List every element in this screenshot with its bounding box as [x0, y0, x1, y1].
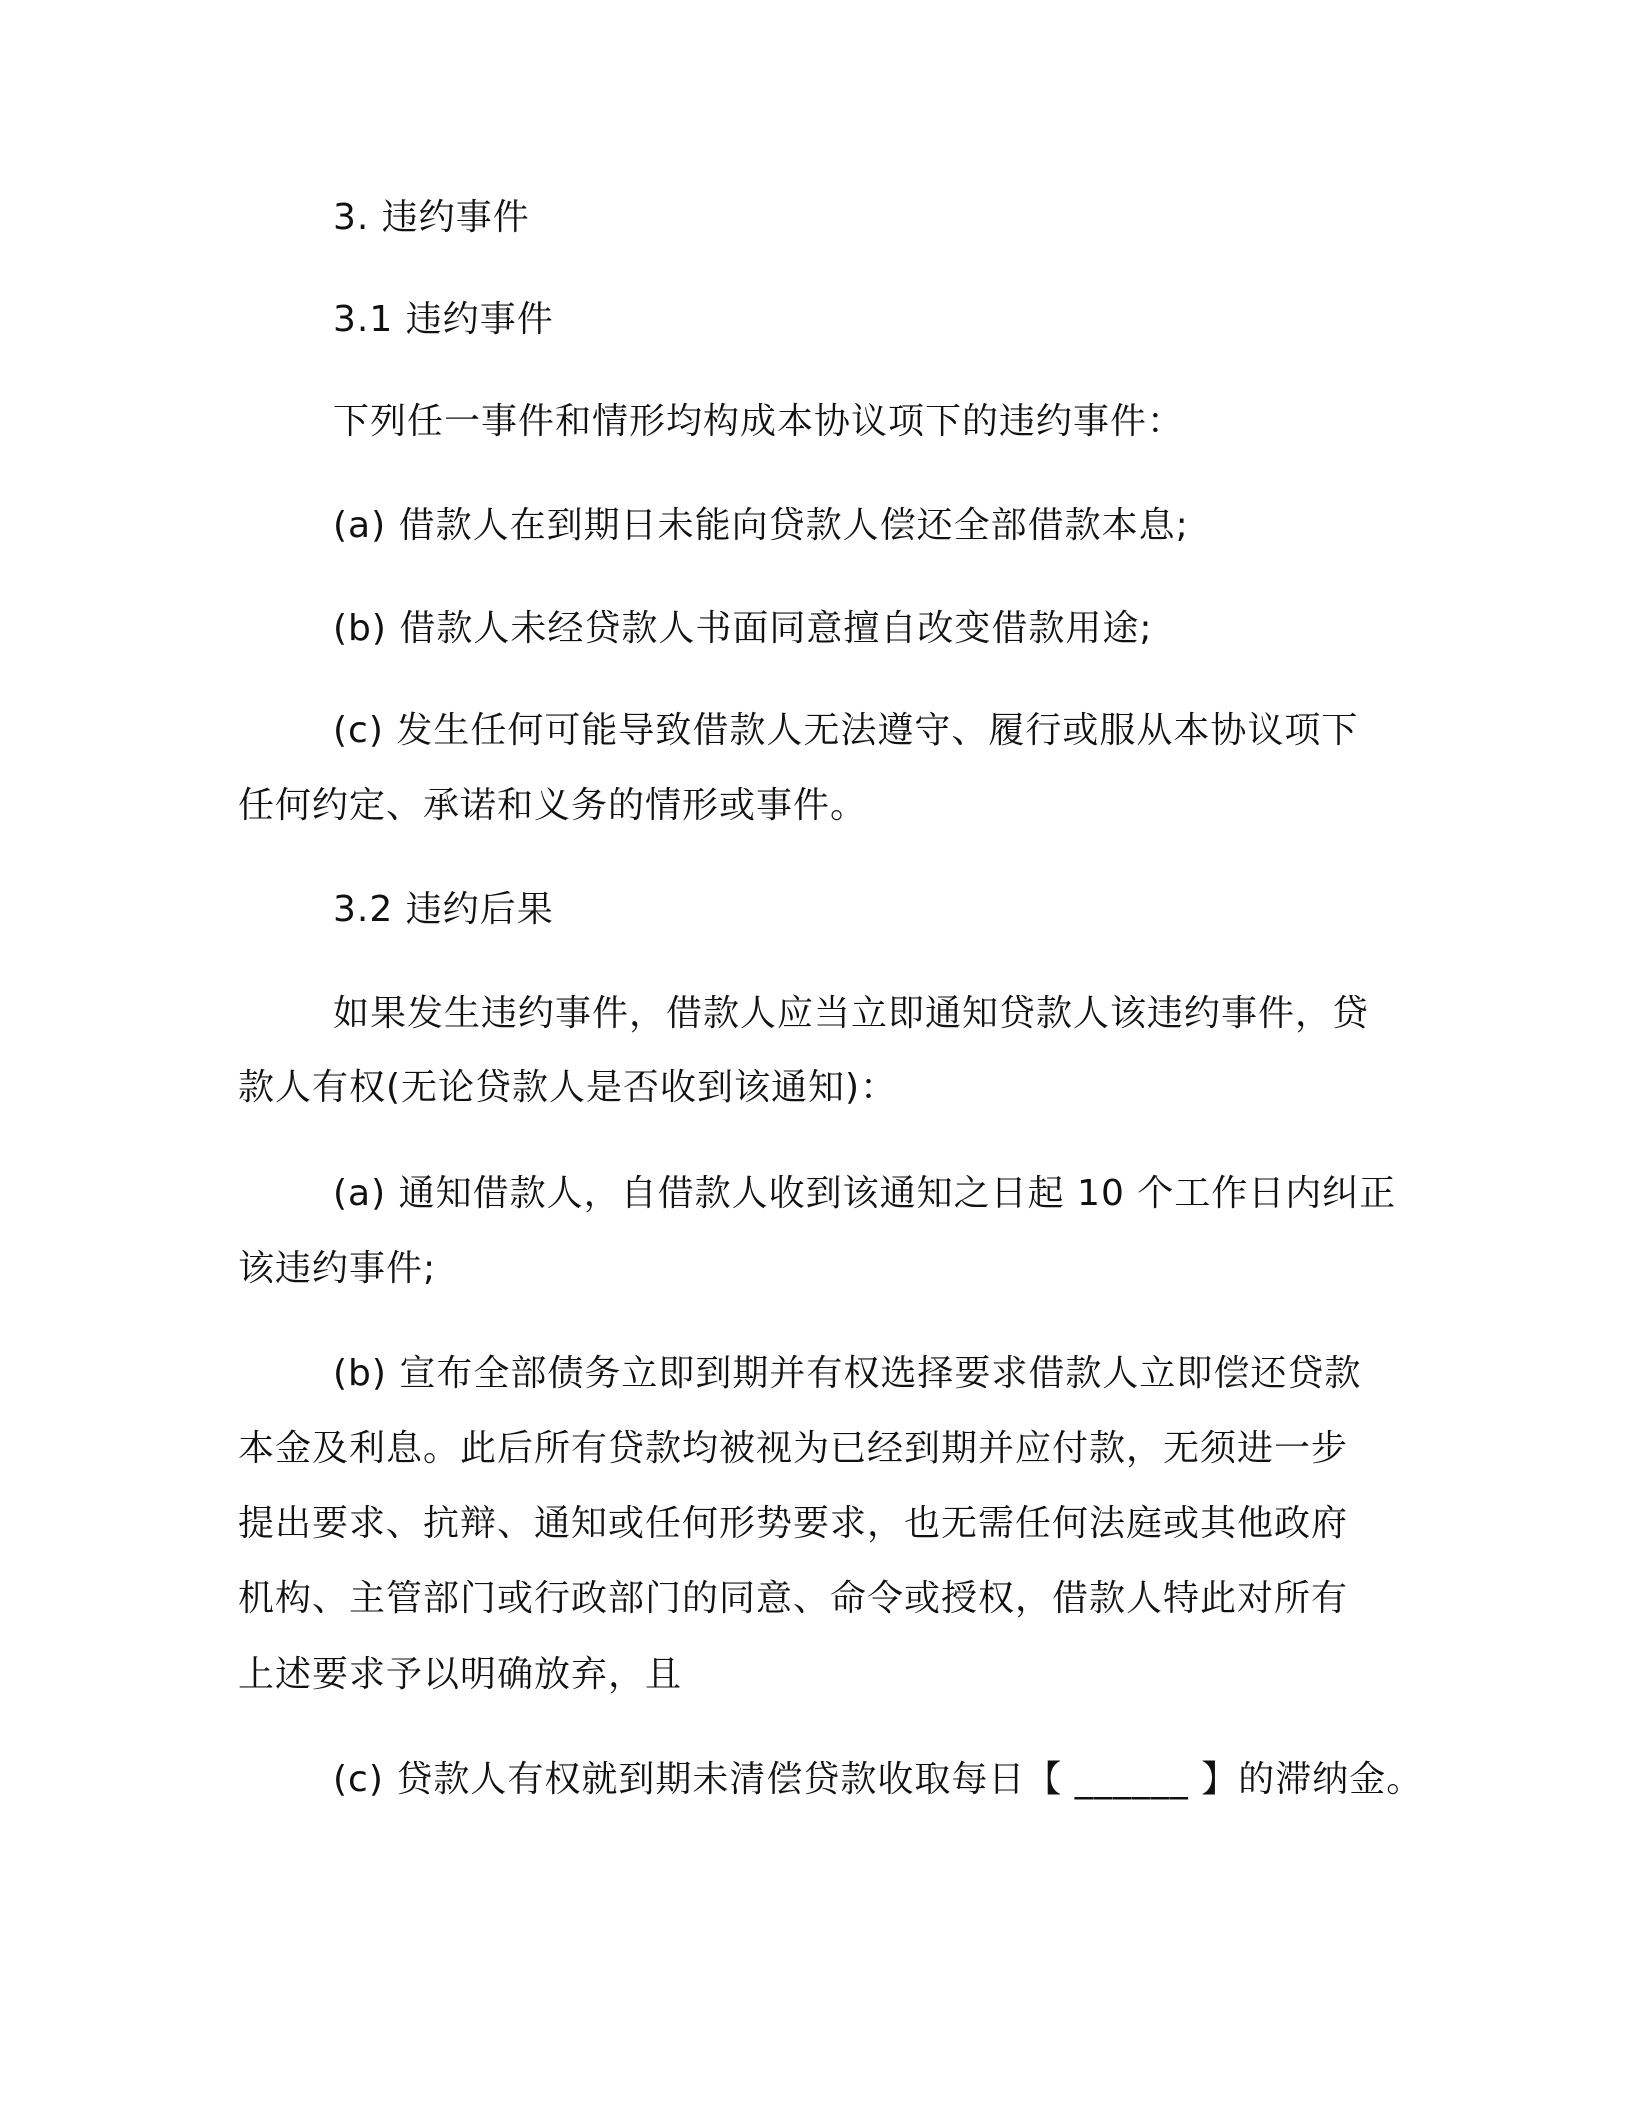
- list-item-3-2-a-line-2: 该违约事件;: [238, 1248, 437, 1289]
- list-item-3-2-b-line-5: 上述要求予以明确放弃，且: [238, 1654, 683, 1695]
- list-item-3-2-b-line-1: (b) 宣布全部债务立即到期并有权选择要求借款人立即偿还贷款: [333, 1353, 1362, 1394]
- section-heading: 3. 违约事件: [333, 197, 530, 238]
- list-item-3-1-c-line-1: (c) 发生任何可能导致借款人无法遵守、履行或服从本协议项下: [333, 710, 1359, 751]
- list-item-3-1-b: (b) 借款人未经贷款人书面同意擅自改变借款用途;: [333, 608, 1153, 649]
- subsection-heading-3-2: 3.2 违约后果: [333, 889, 554, 930]
- list-item-3-2-b-line-3: 提出要求、抗辩、通知或任何形势要求，也无需任何法庭或其他政府: [238, 1503, 1349, 1544]
- list-item-3-1-a: (a) 借款人在到期日未能向贷款人偿还全部借款本息;: [333, 505, 1189, 546]
- list-item-3-2-c: (c) 贷款人有权就到期未清偿贷款收取每日【 ______ 】的滞纳金。: [333, 1759, 1424, 1800]
- list-item-3-1-c-line-2: 任何约定、承诺和义务的情形或事件。: [238, 785, 868, 826]
- paragraph-3-1-intro: 下列任一事件和情形均构成本协议项下的违约事件：: [333, 401, 1185, 442]
- subsection-heading-3-1: 3.1 违约事件: [333, 299, 554, 340]
- paragraph-3-2-intro-line-1: 如果发生违约事件，借款人应当立即通知贷款人该违约事件，贷: [333, 993, 1370, 1034]
- paragraph-3-2-intro-line-2: 款人有权(无论贷款人是否收到该通知)：: [238, 1067, 898, 1108]
- list-item-3-2-b-line-2: 本金及利息。此后所有贷款均被视为已经到期并应付款，无须进一步: [238, 1428, 1349, 1469]
- list-item-3-2-b-line-4: 机构、主管部门或行政部门的同意、命令或授权，借款人特此对所有: [238, 1578, 1349, 1619]
- list-item-3-2-a-line-1: (a) 通知借款人，自借款人收到该通知之日起 10 个工作日内纠正: [333, 1173, 1397, 1214]
